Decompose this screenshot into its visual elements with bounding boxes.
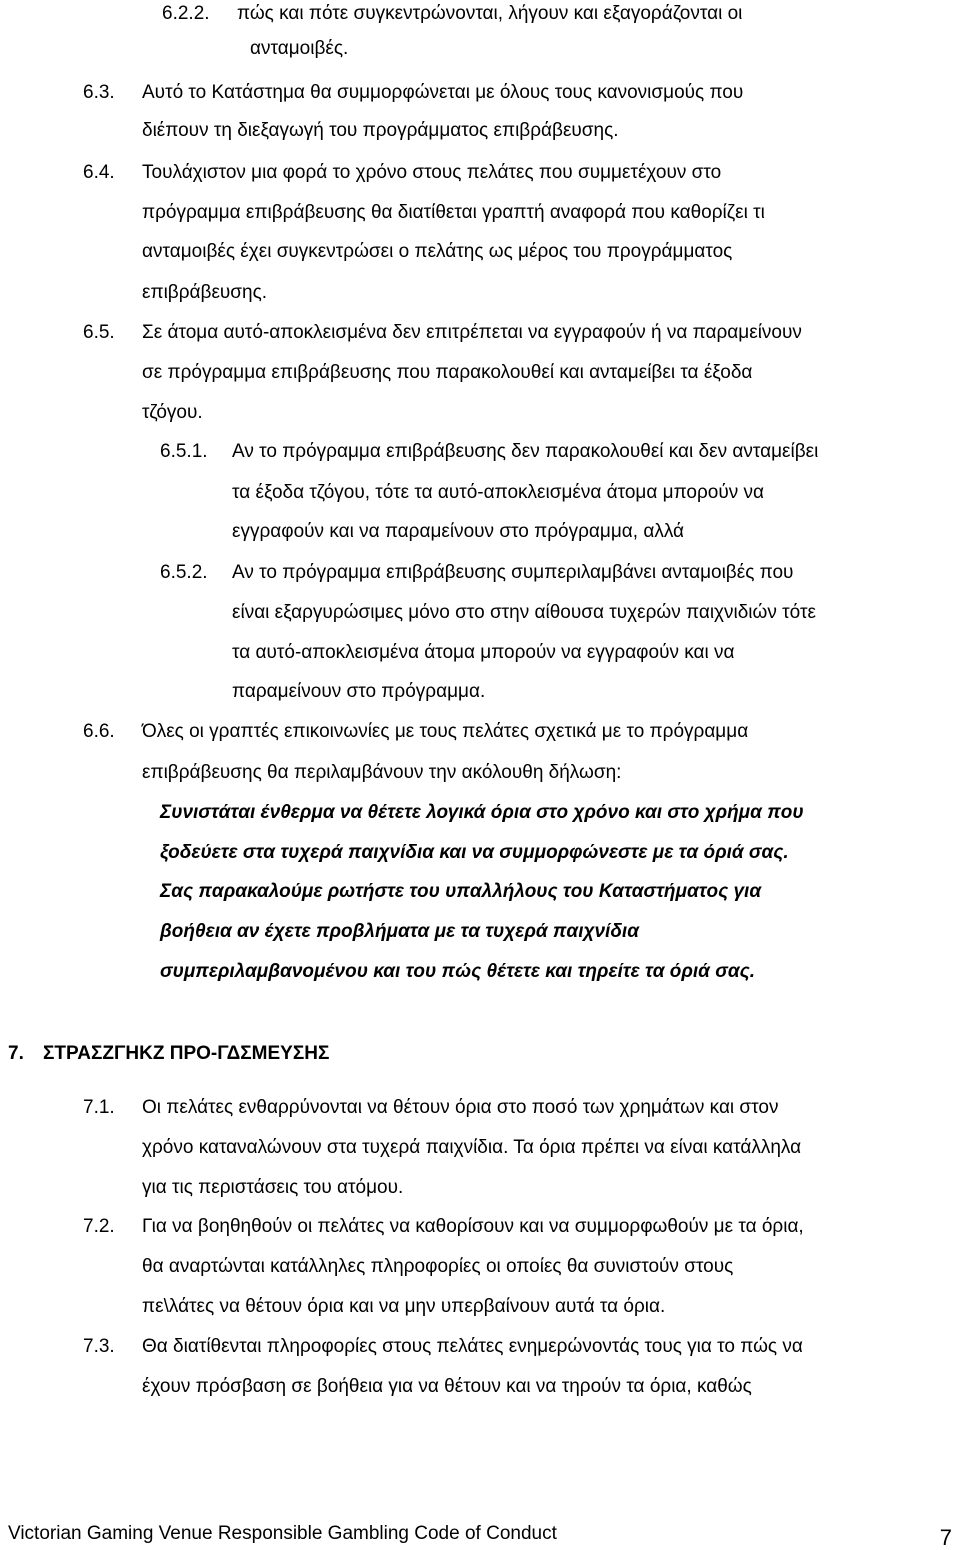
item-number: 6.5.2. <box>160 562 208 583</box>
paragraph-line: σε πρόγραμμα επιβράβευσης που παρακολουθεί και ανταμείβει τα έξοδα <box>142 362 753 383</box>
paragraph-line: θα αναρτώνται κατάλληλες πληροφορίες οι οποίες θα συνιστούν στους <box>142 1256 734 1277</box>
paragraph-line: Σε άτομα αυτό-αποκλεισμένα δεν επιτρέπεται να εγγραφούν ή να παραμείνουν <box>142 322 802 343</box>
paragraph-line: Οι πελάτες ενθαρρύνονται να θέτουν όρια στο ποσό των χρημάτων και στον <box>142 1097 779 1118</box>
notice-line: ξοδεύετε στα τυχερά παιχνίδια και να συμμορφώνεστε με τα όριά σας. <box>160 842 789 863</box>
paragraph-line: για τις περιστάσεις του ατόμου. <box>142 1177 404 1198</box>
paragraph-line: Αν το πρόγραμμα επιβράβευσης δεν παρακολουθεί και δεν ανταμείβει <box>232 441 819 462</box>
paragraph-line: πρόγραμμα επιβράβευσης θα διατίθεται γραπτή αναφορά που καθορίζει τι <box>142 202 765 223</box>
paragraph-line: Τουλάχιστον μια φορά το χρόνο στους πελάτες που συμμετέχουν στο <box>142 162 722 183</box>
section-number: 7. <box>8 1043 24 1064</box>
paragraph-line: διέπουν τη διεξαγωγή του προγράμματος επιβράβευσης. <box>142 120 619 141</box>
item-number: 6.6. <box>83 721 115 742</box>
paragraph-line: Για να βοηθηθούν οι πελάτες να καθορίσουν και να συμμορφωθούν με τα όρια, <box>142 1216 804 1237</box>
page-number: 7 <box>939 1525 952 1550</box>
item-number: 6.5.1. <box>160 441 208 462</box>
paragraph-line: Θα διατίθενται πληροφορίες στους πελάτες ενημερώνοντάς τους για το πώς να <box>142 1336 803 1357</box>
paragraph-line: ανταμοιβές έχει συγκεντρώσει ο πελάτης ως μέρος του προγράμματος <box>142 241 733 262</box>
paragraph-line: τα αυτό-αποκλεισμένα άτομα μπορούν να εγγραφούν και να <box>232 642 735 663</box>
notice-line: βοήθεια αν έχετε προβλήματα με τα τυχερά παιχνίδια <box>160 921 639 942</box>
paragraph-line: πώς και πότε συγκεντρώνονται, λήγουν και εξαγοράζονται οι <box>237 3 743 24</box>
paragraph-line: τζόγου. <box>142 402 203 423</box>
paragraph-line: έχουν πρόσβαση σε βοήθεια για να θέτουν και να τηρούν τα όρια, καθώς <box>142 1376 752 1397</box>
item-number: 7.1. <box>83 1097 115 1118</box>
paragraph-line: πε\λάτες να θέτουν όρια και να μην υπερβαίνουν αυτά τα όρια. <box>142 1296 666 1317</box>
notice-line: Σας παρακαλούμε ρωτήστε του υπαλλήλους του Καταστήματος για <box>160 881 762 902</box>
page-footer: Victorian Gaming Venue Responsible Gambling Code of Conduct <box>8 1523 557 1544</box>
paragraph-line: χρόνο καταναλώνουν στα τυχερά παιχνίδια. Τα όρια πρέπει να είναι κατάλληλα <box>142 1137 802 1158</box>
paragraph-line: τα έξοδα τζόγου, τότε τα αυτό-αποκλεισμένα άτομα μπορούν να <box>232 482 764 503</box>
notice-line: συμπεριλαμβανομένου και του πώς θέτετε και τηρείτε τα όριά σας. <box>160 961 756 982</box>
paragraph-line: είναι εξαργυρώσιμες μόνο στο στην αίθουσα τυχερών παιχνιδιών τότε <box>232 602 816 623</box>
paragraph-line: Αυτό το Κατάστημα θα συμμορφώνεται με όλους τους κανονισμούς που <box>142 82 744 103</box>
paragraph-line: Όλες οι γραπτές επικοινωνίες με τους πελάτες σχετικά με το πρόγραμμα <box>142 721 749 742</box>
item-number: 6.5. <box>83 322 115 343</box>
item-number: 6.4. <box>83 162 115 183</box>
item-number: 6.3. <box>83 82 115 103</box>
section-heading: ΣΤΡΑΣΖΓΗΚΖ ΠΡΟ-ΓΔΣΜΕΥΣΗΣ <box>43 1043 330 1064</box>
paragraph-line: εγγραφούν και να παραμείνουν στο πρόγραμμα, αλλά <box>232 521 685 542</box>
paragraph-line: ανταμοιβές. <box>250 38 349 59</box>
paragraph-line: παραμείνουν στο πρόγραμμα. <box>232 681 486 702</box>
notice-line: Συνιστάται ένθερμα να θέτετε λογικά όρια στο χρόνο και στο χρήμα που <box>160 802 804 823</box>
paragraph-line: επιβράβευσης. <box>142 282 268 303</box>
item-number: 7.3. <box>83 1336 115 1357</box>
item-number: 6.2.2. <box>162 3 210 24</box>
paragraph-line: επιβράβευσης θα περιλαμβάνουν την ακόλουθη δήλωση: <box>142 762 622 783</box>
paragraph-line: Αν το πρόγραμμα επιβράβευσης συμπεριλαμβάνει ανταμοιβές που <box>232 562 794 583</box>
item-number: 7.2. <box>83 1216 115 1237</box>
